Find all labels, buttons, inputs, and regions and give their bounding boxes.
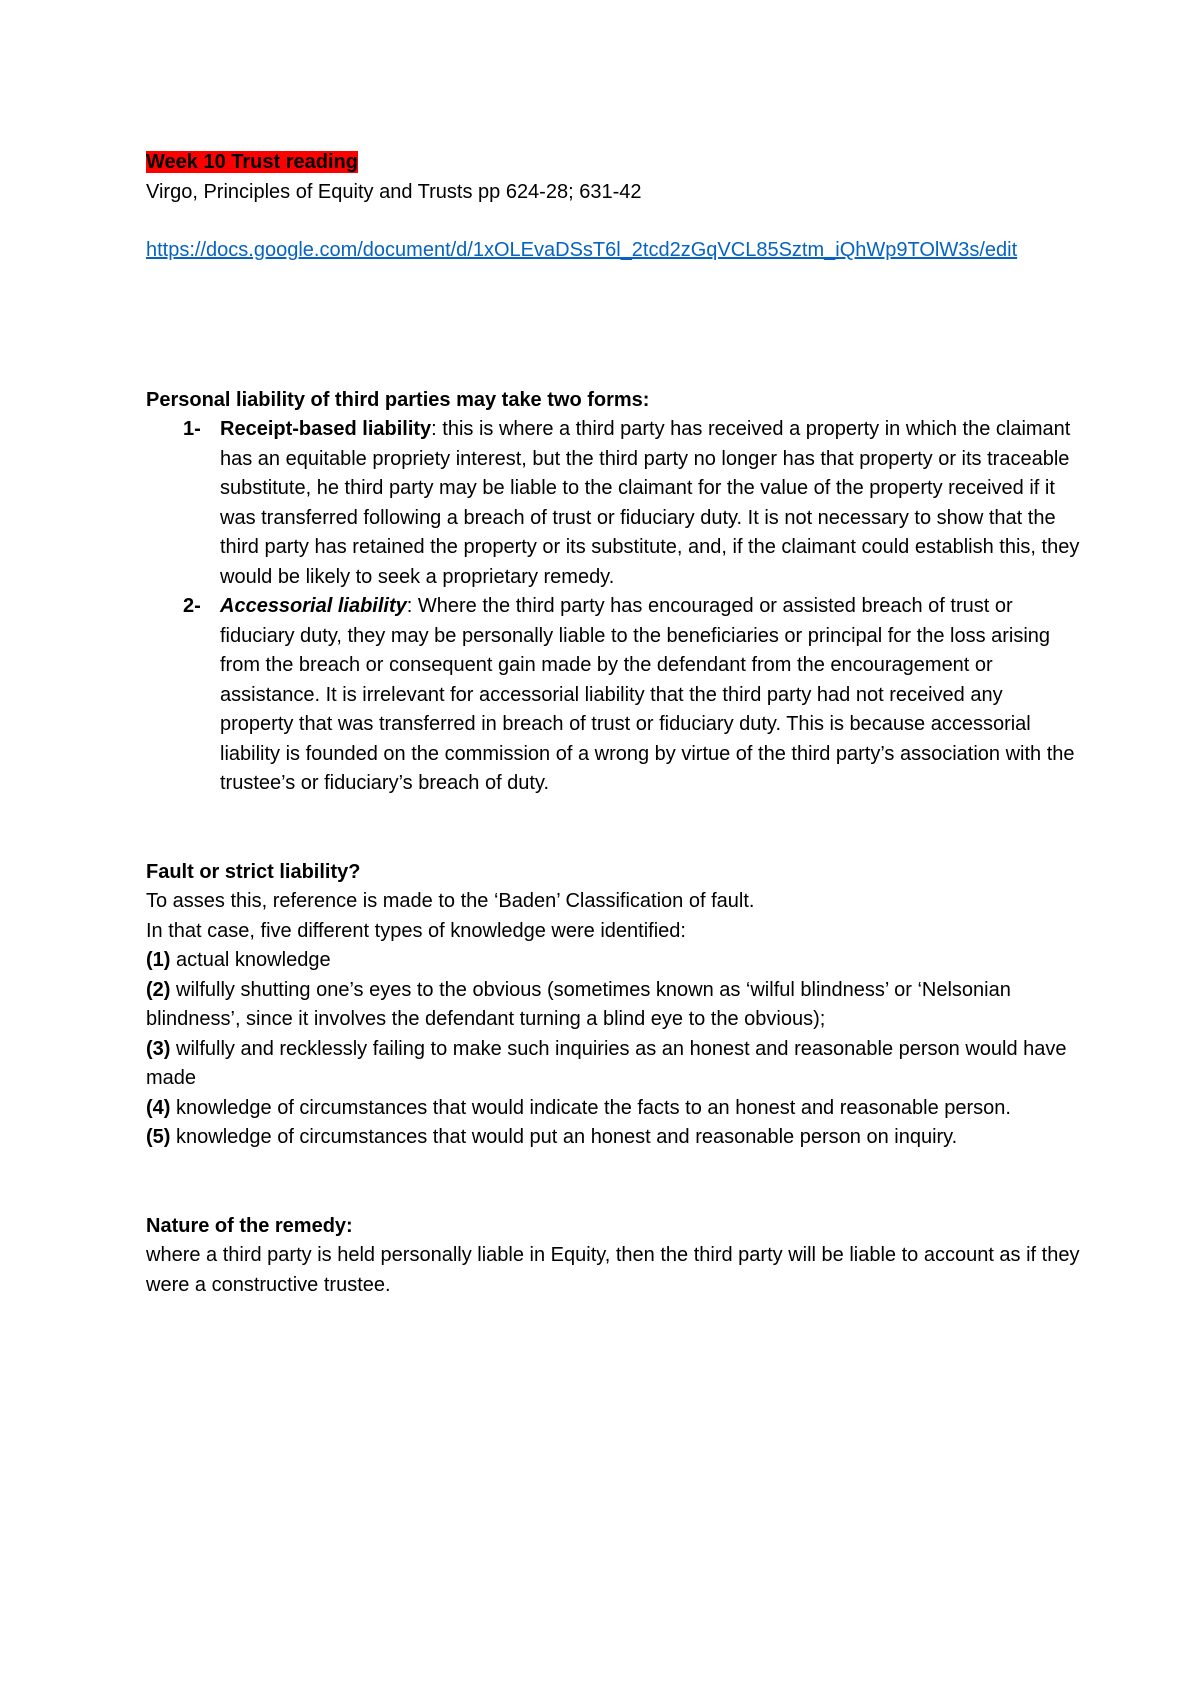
knowledge-item [146,946,1080,976]
knowledge-number: (3) [146,1037,171,1060]
list-item [146,592,1080,799]
knowledge-item [146,976,1080,1035]
knowledge-item [146,1123,1080,1153]
source-reference: Virgo, Principles of Equity and Trusts pp 624-28; 631-42 [146,180,642,203]
fault-intro-2: In that case, five different types of knowledge were identified: [146,919,686,942]
knowledge-item [146,1035,1080,1094]
knowledge-number: (4) [146,1096,171,1119]
remedy-heading: Nature of the remedy: [146,1214,353,1237]
receipt-based-text: : this is where a third party has received a property in which the claimant has an equitable propriety interest, but the third party no longer has that property or its traceable substitute, he third party may be liable to the claimant for the value of the property received if it was transferred following a breach of trust or fiduciary duty. It is not necessary to show that the third party has retained the property or its substitute, and, if the claimant could establish this, they would be likely to seek a proprietary remedy. [220,418,1080,588]
personal-liability-heading: Personal liability of third parties may take two forms: [146,388,650,411]
list-marker: 2- [183,595,201,617]
knowledge-text: wilfully shutting one’s eyes to the obvious (sometimes known as ‘wilful blindness’ or ‘Nelsonian blindness’, since it involves the defendant turning a blind eye to the obvious); [146,978,1011,1030]
knowledge-number: (1) [146,949,171,971]
knowledge-text: wilfully and recklessly failing to make such inquiries as an honest and reasonable person would have made [146,1037,1067,1089]
knowledge-number: (2) [146,978,171,1001]
knowledge-text: knowledge of circumstances that would put an honest and reasonable person on inquiry. [170,1126,958,1148]
fault-heading: Fault or strict liability? [146,860,361,883]
list-item [146,415,1080,592]
knowledge-number: (5) [146,1126,171,1148]
knowledge-text: knowledge of circumstances that would indicate the facts to an honest and reasonable person. [170,1096,1011,1119]
fault-intro-1: To asses this, reference is made to the ‘Baden’ Classification of fault. [146,890,755,912]
knowledge-text: actual knowledge [170,949,331,971]
page-title: Week 10 Trust reading [146,151,358,173]
list-marker: 1- [183,418,201,440]
receipt-based-term: Receipt-based liability [220,418,432,440]
knowledge-item [146,1094,1080,1124]
google-doc-link[interactable]: https://docs.google.com/document/d/1xOLEvaDSsT6l_2tcd2zGqVCL85Sztm_iQhWp9TOlW3s/edit [146,239,1018,261]
liability-forms-list [146,415,1080,799]
accessorial-term: Accessorial liability [220,595,407,617]
header-title-line [146,148,1080,178]
remedy-text: where a third party is held personally liable in Equity, then the third party will be liable to account as if they were a constructive trustee. [146,1244,1080,1296]
accessorial-text: : Where the third party has encouraged or assisted breach of trust or fiduciary duty, they may be personally liable to the beneficiaries or principal for the loss arising from the breach or consequent gain made by the defendant from the encouragement or assistance. It is irrelevant for accessorial liability that the third party had not received any property that was transferred in breach of trust or fiduciary duty. This is because accessorial liability is founded on the commission of a wrong by virtue of the third party’s association with the trustee’s or fiduciary’s breach of duty. [220,595,1075,794]
